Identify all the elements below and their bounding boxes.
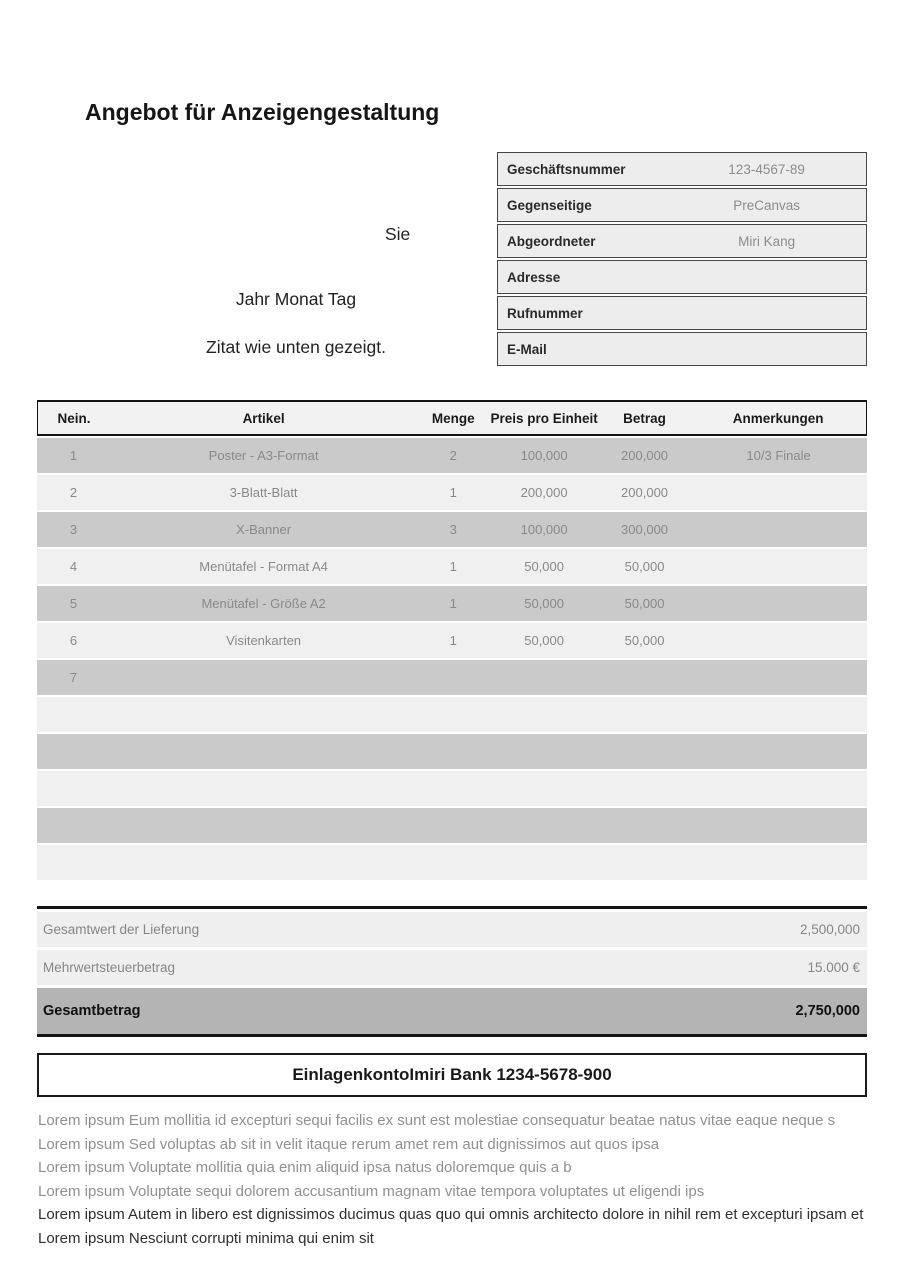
cell-notes: [690, 734, 867, 769]
cell-quantity: [417, 697, 489, 732]
info-row-representative: [497, 224, 867, 258]
cell-article: 3-Blatt-Blatt: [110, 475, 417, 510]
header-cell-unit-price: Preis pro Einheit: [489, 400, 599, 436]
info-row-address: [497, 260, 867, 294]
cell-notes: [690, 660, 867, 695]
cell-notes: [690, 771, 867, 806]
info-value: 123-4567-89: [667, 152, 867, 186]
cell-amount: [599, 697, 690, 732]
cell-notes: [690, 808, 867, 843]
cell-unit-price: 100,000: [489, 512, 599, 547]
cell-notes: [690, 623, 867, 658]
cell-quantity: [417, 808, 489, 843]
item-row-9: [37, 734, 867, 769]
info-label: Adresse: [497, 260, 667, 294]
items-header-row: [37, 400, 867, 436]
cell-unit-price: [489, 734, 599, 769]
cell-no: [37, 697, 110, 732]
cell-article: X-Banner: [110, 512, 417, 547]
quote-note-text: Zitat wie unten gezeigt.: [206, 337, 386, 357]
cell-unit-price: 200,000: [489, 475, 599, 510]
info-label: E-Mail: [497, 332, 667, 366]
item-row-11: [37, 808, 867, 843]
cell-no: [37, 771, 110, 806]
cell-quantity: 3: [417, 512, 489, 547]
cell-article: Visitenkarten: [110, 623, 417, 658]
cell-amount: [599, 845, 690, 880]
cell-unit-price: 50,000: [489, 586, 599, 621]
recipient-text: Sie: [385, 224, 411, 244]
cell-notes: [690, 845, 867, 880]
cell-quantity: 1: [417, 623, 489, 658]
info-label: Geschäftsnummer: [497, 152, 667, 186]
cell-unit-price: [489, 697, 599, 732]
info-label: Abgeordneter: [497, 224, 667, 258]
info-value: PreCanvas: [667, 188, 867, 222]
info-value: [667, 260, 867, 294]
deposit-account-text: EinlagenkontoImiri Bank 1234-5678-900: [292, 1065, 612, 1084]
cell-quantity: [417, 771, 489, 806]
item-row-1: [37, 438, 867, 473]
header-cell-no: Nein.: [37, 400, 110, 436]
item-row-12: [37, 845, 867, 880]
cell-amount: 50,000: [599, 586, 690, 621]
cell-quantity: 1: [417, 475, 489, 510]
cell-notes: [690, 586, 867, 621]
vat-amount-value: 15.000 €: [807, 960, 860, 975]
vat-amount-row: [37, 950, 867, 985]
header-cell-amount: Betrag: [599, 400, 690, 436]
info-row-counterparty: [497, 188, 867, 222]
footer-line-1: Lorem ipsum Eum mollitia id excepturi sequi facilis ex sunt est molestiae consequatur beatae natus vitae eaque neque s: [38, 1112, 836, 1129]
header-cell-article: Artikel: [110, 400, 417, 436]
cell-unit-price: [489, 808, 599, 843]
cell-article: [110, 734, 417, 769]
cell-article: Menütafel - Größe A2: [110, 586, 417, 621]
cell-article: Menütafel - Format A4: [110, 549, 417, 584]
cell-unit-price: [489, 845, 599, 880]
cell-amount: 300,000: [599, 512, 690, 547]
footer-line-2: Lorem ipsum Sed voluptas ab sit in velit itaque rerum amet rem aut dignissimos aut quos ipsa: [38, 1135, 660, 1153]
info-row-phone: [497, 296, 867, 330]
footer-notes: [38, 1109, 878, 1251]
cell-notes: [690, 475, 867, 510]
cell-no: 5: [37, 586, 110, 621]
cell-unit-price: 50,000: [489, 549, 599, 584]
items-table: [37, 398, 867, 882]
footer-line-4: Lorem ipsum Voluptate sequi dolorem accusantium magnam vitae tempora voluptates ut eligendi ips: [38, 1182, 705, 1200]
cell-no: 4: [37, 549, 110, 584]
cell-no: [37, 734, 110, 769]
cell-amount: 200,000: [599, 475, 690, 510]
info-label: Rufnummer: [497, 296, 667, 330]
cell-unit-price: [489, 771, 599, 806]
item-row-3: [37, 512, 867, 547]
date-placeholder-text: Jahr Monat Tag: [235, 289, 357, 309]
cell-unit-price: [489, 660, 599, 695]
grand-total-row: [37, 988, 867, 1037]
cell-no: 6: [37, 623, 110, 658]
item-row-5: [37, 586, 867, 621]
cell-article: [110, 697, 417, 732]
item-row-7: [37, 660, 867, 695]
cell-amount: [599, 808, 690, 843]
cell-quantity: [417, 845, 489, 880]
item-row-4: [37, 549, 867, 584]
cell-no: 2: [37, 475, 110, 510]
cell-no: [37, 845, 110, 880]
cell-amount: [599, 734, 690, 769]
cell-quantity: 1: [417, 586, 489, 621]
info-row-email: [497, 332, 867, 366]
info-row-business-number: [497, 152, 867, 186]
cell-article: [110, 660, 417, 695]
info-value: [667, 332, 867, 366]
grand-total-label: Gesamtbetrag: [43, 1003, 141, 1019]
cell-quantity: [417, 734, 489, 769]
totals-section: [37, 906, 867, 1037]
business-info-table: [497, 150, 867, 368]
total-supply-value-row: [37, 912, 867, 947]
item-row-2: [37, 475, 867, 510]
cell-amount: [599, 660, 690, 695]
cell-notes: [690, 697, 867, 732]
header-cell-quantity: Menge: [417, 400, 489, 436]
cell-notes: [690, 549, 867, 584]
cell-amount: [599, 771, 690, 806]
footer-line-6: Lorem ipsum Nesciunt corrupti minima qui enim sit: [38, 1229, 374, 1247]
cell-article: Poster - A3-Format: [110, 438, 417, 473]
total-supply-value-amount: 2,500,000: [799, 922, 860, 937]
item-row-8: [37, 697, 867, 732]
cell-amount: 200,000: [599, 438, 690, 473]
cell-quantity: 1: [417, 549, 489, 584]
info-value: Miri Kang: [667, 224, 867, 258]
cell-article: [110, 808, 417, 843]
cell-article: [110, 771, 417, 806]
cell-amount: 50,000: [599, 549, 690, 584]
cell-notes: 10/3 Finale: [690, 438, 867, 473]
cell-amount: 50,000: [599, 623, 690, 658]
page-title: Angebot für Anzeigengestaltung: [85, 99, 440, 125]
cell-no: 3: [37, 512, 110, 547]
header-cell-notes: Anmerkungen: [690, 400, 867, 436]
vat-amount-label: Mehrwertsteuerbetrag: [43, 960, 176, 975]
cell-no: 7: [37, 660, 110, 695]
footer-line-5: Lorem ipsum Autem in libero est dignissimos ducimus quas quo qui omnis architecto dolore in nihil rem et excepturi ipsam et: [38, 1206, 864, 1224]
cell-article: [110, 845, 417, 880]
cell-no: 1: [37, 438, 110, 473]
info-label: Gegenseitige: [497, 188, 667, 222]
item-row-6: [37, 623, 867, 658]
cell-unit-price: 50,000: [489, 623, 599, 658]
deposit-account-box: [37, 1053, 867, 1097]
cell-unit-price: 100,000: [489, 438, 599, 473]
item-row-10: [37, 771, 867, 806]
info-value: [667, 296, 867, 330]
cell-quantity: 2: [417, 438, 489, 473]
cell-quantity: [417, 660, 489, 695]
cell-no: [37, 808, 110, 843]
grand-total-value: 2,750,000: [795, 1003, 860, 1019]
total-supply-value-label: Gesamtwert der Lieferung: [43, 922, 200, 937]
footer-line-3: Lorem ipsum Voluptate mollitia quia enim aliquid ipsa natus doloremque quis a b: [38, 1159, 572, 1177]
cell-notes: [690, 512, 867, 547]
